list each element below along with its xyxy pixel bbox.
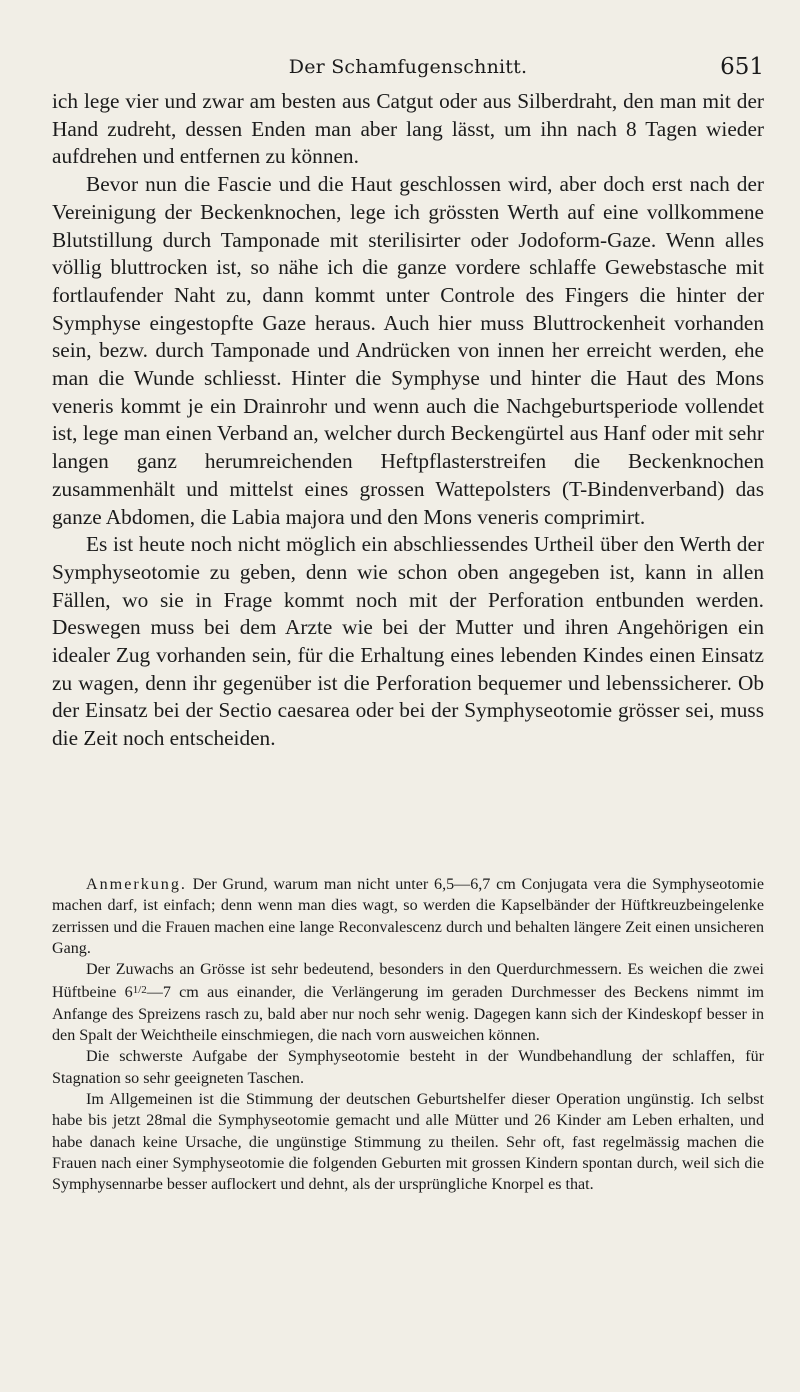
note-text-1: Der Grund, warum man nicht unter 6,5—6,7 cm Conjugata vera die Symphyseotomie machen darf, ist einfach; denn wenn man dies wagt, so werden die Kapselbänder der Hüftkreuzbeingelenke zerrissen und die Frauen machen eine lange Reconvalescenz durch und behalten längere Zeit einen unsicheren Gang.	[52, 876, 764, 957]
paragraph-3: Es ist heute noch nicht möglich ein abschliessendes Urtheil über den Werth der Symphyseotomie zu geben, denn wie schon oben angegeben ist, kann in allen Fällen, wo sie in Frage kommt noch mit der Perforation entbunden werden. Deswegen muss bei dem Arzte wie bei der Mutter und ihren Angehörigen ein idealer Zug vorhanden sein, für die Erhaltung eines lebenden Kindes einen Einsatz zu wagen, denn ihr gegenüber ist die Perforation bequemer und lebenssicherer. Ob der Einsatz bei der Sectio caesarea oder bei der Symphyseotomie grösser sei, muss die Zeit noch entscheiden.	[52, 532, 764, 751]
note-paragraph-3: Die schwerste Aufgabe der Symphyseotomie besteht in der Wundbehandlung der schlaffen, für Stagnation so sehr geeigneten Taschen.	[52, 1048, 764, 1087]
note-paragraph-2	[52, 959, 764, 1046]
note-text-2b: —7 cm aus einander, die Verlängerung im geraden Durchmesser des Beckens nimmt im Anfange des Spreizens rasch zu, bald aber nur noch sehr wenig. Dagegen kann sich der Kindeskopf besser in den Spalt der Weichtheile einschmiegen, die nach vorn ausweichen können.	[52, 984, 765, 1045]
note-paragraph-1	[52, 874, 764, 959]
running-title: Der Schamfugenschnitt.	[288, 56, 528, 78]
fraction: 1/2	[132, 984, 147, 997]
page-number: 651	[720, 54, 764, 80]
paragraph-2: Bevor nun die Fascie und die Haut geschlossen wird, aber doch erst nach der Vereinigung der Beckenknochen, lege ich grössten Werth auf eine vollkommene Blutstillung durch Tamponade mit sterilisirter oder Jodoform-Gaze. Wenn alles völlig bluttrocken ist, so nähe ich die ganze vordere schlaffe Gewebstasche mit fortlaufender Naht zu, dann kommt unter Controle des Fingers die hinter der Symphyse eingestopfte Gaze heraus. Auch hier muss Bluttrockenheit vorhanden sein, bezw. durch Tamponade und Andrücken von innen her erreicht werden, ehe man die Wunde schliesst. Hinter die Symphyse und hinter die Haut des Mons veneris kommt je ein Drainrohr und wenn auch die Nachgeburtsperiode vollendet ist, lege man einen Verband an, welcher durch Beckengürtel aus Hanf oder mit sehr langen ganz herumreichenden Heftpflasterstreifen die Beckenknochen zusammenhält und mittelst eines grossen Wattepolsters (T-Bindenverband) das ganze Abdomen, die Labia majora und den Mons veneris comprimirt.	[52, 172, 764, 529]
footnote-section	[52, 874, 764, 1195]
running-head	[52, 56, 764, 86]
note-text-2a: Der Zuwachs an Grösse ist sehr bedeutend, besonders in den Querdurchmessern. Es weichen die zwei Hüftbeine 6	[52, 961, 764, 1002]
note-paragraph-4: Im Allgemeinen ist die Stimmung der deutschen Geburtshelfer dieser Operation ungünstig. Ich selbst habe bis jetzt 28mal die Symphyseotomie gemacht und alle Mütter und 26 Kinder am Leben erhalten, und habe danach keine Ursache, die ungünstige Stimmung zu theilen. Sehr oft, fast regelmässig machen die Frauen nach einer Symphyseotomie die folgenden Geburten mit grossen Kindern spontan durch, weil sich die Symphysennarbe besser auflockert und dehnt, als der ursprüngliche Knorpel es that.	[52, 1090, 764, 1194]
note-label: Anmerkung.	[86, 876, 187, 893]
main-text	[52, 88, 764, 753]
paragraph-1: ich lege vier und zwar am besten aus Catgut oder aus Silberdraht, den man mit der Hand zudreht, dessen Enden man aber lang lässt, um ihn nach 8 Tagen wieder aufdrehen und entfernen zu können.	[52, 89, 764, 169]
